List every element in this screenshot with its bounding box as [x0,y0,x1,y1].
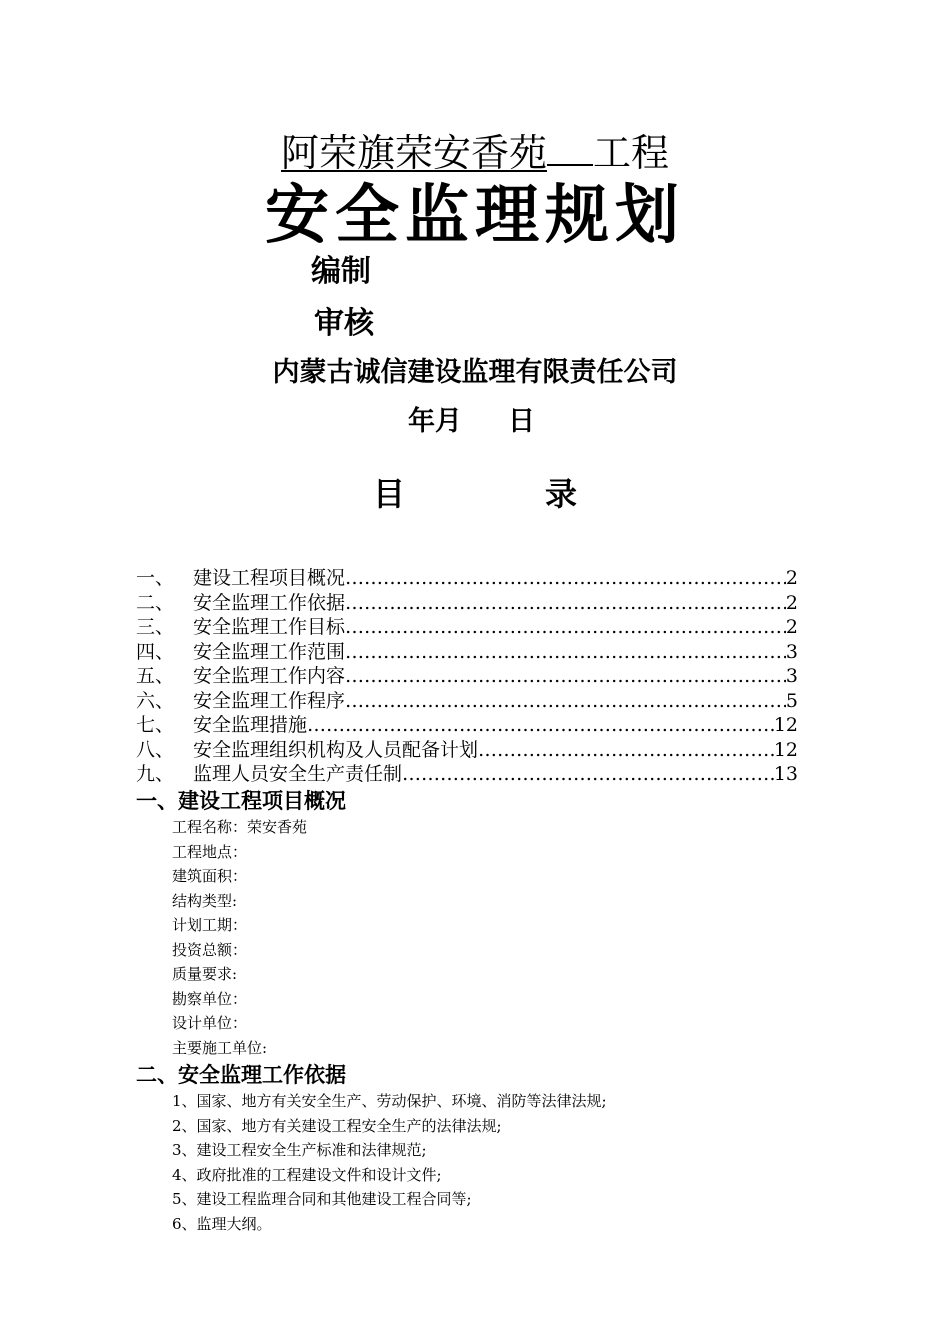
list-item: 3、建设工程安全生产标准和法律规范; [172,1141,427,1159]
toc-entry[interactable] [136,591,798,616]
toc-entry-text: 安全监理工作目标 [193,616,346,638]
project-suffix: 工程 [593,131,670,175]
toc-entry-text: 建设工程项目概况 [193,567,346,589]
toc-entry-page: 12 [773,714,798,736]
toc-entry-page: 2 [785,591,798,614]
date-line [408,405,535,439]
toc-leader-dots [345,566,786,591]
toc-entry-number: 四、 [136,640,175,663]
toc-leader-dots [307,713,774,738]
toc-title-right: 录 [545,475,578,513]
toc-entry[interactable] [136,664,798,689]
toc-entry-page: 2 [785,567,798,589]
list-item: 1、国家、地方有关安全生产、劳动保护、环境、消防等法律法规; [172,1092,607,1110]
main-title: 安全监理规划 [265,179,685,253]
date-year: 年 [408,406,435,437]
toc-entry[interactable] [136,762,798,787]
toc-leader-dots [402,762,774,787]
toc-entry-page: 12 [773,738,798,761]
info-location: 工程地点： [172,842,248,861]
toc-entry-text: 安全监理工作内容 [193,665,346,687]
info-design-unit: 设计单位： [172,1014,248,1032]
date-day: 日 [508,406,535,437]
toc-entry-number: 二、 [136,591,175,614]
info-schedule: 计划工期： [172,916,248,934]
toc-leader-dots [345,615,786,640]
toc-entry[interactable] [136,615,798,640]
toc-entry-number: 九、 [136,763,175,785]
info-building-area: 建筑面积： [172,867,248,885]
toc-entry-number: 三、 [136,616,175,638]
toc-entry-text: 安全监理工作程序 [193,689,346,712]
info-structure-type: 结构类型: [172,891,238,910]
toc-entry[interactable] [136,713,798,738]
list-item: 2、国家、地方有关建设工程安全生产的法律法规; [172,1116,502,1135]
toc-entry-number: 八、 [136,738,175,761]
project-name-blank [547,128,593,166]
list-item: 4、政府批准的工程建设文件和设计文件; [172,1165,442,1184]
toc-entry-number: 六、 [136,689,175,712]
toc-entry-text: 监理人员安全生产责任制 [193,763,403,785]
info-contractor: 主要施工单位: [172,1038,268,1057]
toc-leader-dots [345,664,786,689]
info-survey-unit: 勘察单位： [172,989,248,1008]
project-name: 阿荣旗荣安香苑 [280,131,547,175]
project-title [0,128,950,176]
table-of-contents [136,566,798,787]
toc-entry-page: 13 [773,763,798,785]
info-investment: 投资总额： [172,940,248,959]
toc-entry[interactable] [136,738,798,763]
list-item: 5、建设工程监理合同和其他建设工程合同等; [172,1190,472,1208]
project-info-list [172,815,307,1060]
toc-entry-text: 安全监理工作范围 [193,640,346,663]
toc-leader-dots [478,738,774,763]
list-item: 6、监理大纲。 [172,1214,272,1233]
section-heading-basis: 二、安全监理工作依据 [136,1063,346,1087]
toc-entry-page: 3 [785,665,798,687]
toc-leader-dots [345,689,786,714]
toc-entry-text: 安全监理组织机构及人员配备计划 [193,738,479,761]
toc-title-left: 目 [373,475,406,513]
toc-leader-dots [345,591,786,616]
toc-entry-number: 七、 [136,714,175,736]
toc-entry-page: 3 [785,640,798,663]
toc-entry[interactable] [136,689,798,714]
toc-entry-page: 5 [785,689,798,712]
toc-entry[interactable] [136,566,798,591]
compiler-label: 编制 [311,254,371,289]
toc-entry-text: 安全监理措施 [193,714,308,736]
info-quality: 质量要求: [172,965,238,983]
toc-entry[interactable] [136,640,798,665]
toc-entry-number: 一、 [136,567,175,589]
toc-leader-dots [345,640,786,665]
toc-entry-page: 2 [785,616,798,638]
toc-entry-number: 五、 [136,665,175,687]
basis-list [172,1089,607,1236]
company-name: 内蒙古诚信建设监理有限责任公司 [272,357,678,388]
info-project-name: 工程名称：荣安香苑 [172,818,308,836]
toc-entry-text: 安全监理工作依据 [193,591,346,614]
section-heading-overview: 一、建设工程项目概况 [136,789,346,813]
date-month: 月 [435,406,462,437]
reviewer-label: 审核 [314,306,374,341]
